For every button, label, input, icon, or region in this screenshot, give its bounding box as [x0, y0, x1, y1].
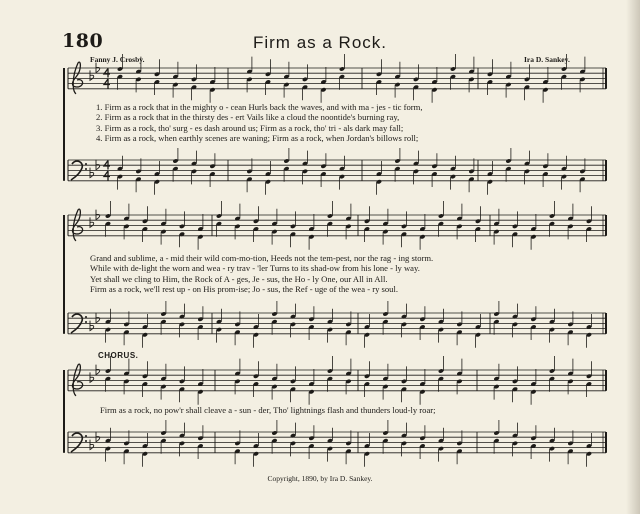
lyric-line: 4. Firm as a rock, when earthly scenes are waning; Firm as a rock, when Jordan's billows roll; — [96, 133, 419, 144]
hymn-title: Firm as a Rock. — [252, 33, 388, 52]
bass-clef-dot — [85, 321, 87, 323]
flat-sign-icon — [90, 440, 94, 450]
composer-credit: Ira D. Sankey. — [524, 55, 570, 64]
flat-sign-icon — [90, 168, 94, 178]
flat-sign-icon — [90, 321, 94, 331]
bass-clef-dot — [85, 440, 87, 442]
bass-clef-dot — [85, 163, 87, 165]
hymn-number: 180 — [62, 30, 104, 52]
flat-sign-icon — [90, 217, 94, 227]
lyric-line: 2. Firm as a rock that in the thirsty des - ert Vails like a cloud the noontide's burning ray, — [96, 112, 400, 123]
author-credit: Fanny J. Crosby. — [90, 55, 145, 64]
lyric-line: Grand and sublime, a - mid their wild com-mo-tion, Heeds not the tem-pest, nor the rag - ing storm. — [90, 253, 434, 263]
flat-sign-icon — [96, 210, 100, 220]
bass-clef-dot — [85, 435, 87, 437]
lyric-line: 3. Firm as a rock, tho' surg - es dash around us; Firm as a rock, tho' tri - als dark may fall; — [96, 122, 404, 133]
flat-sign-icon — [96, 313, 100, 323]
verse-lyrics-system-1 — [96, 102, 422, 144]
flat-sign-icon — [96, 365, 100, 375]
lyric-line: Firm as a rock, no pow'r shall cleave a - sun - der, Tho' lightnings flash and thunders loud-ly roar; — [100, 405, 436, 415]
flat-sign-icon — [90, 372, 94, 382]
lyric-line: Firm as a rock, we'll rest up - on His prom-ise; Jo - sus, the Ref - uge of the wea - ry soul. — [90, 284, 398, 295]
page-fold-shadow — [626, 0, 640, 514]
flat-sign-icon — [96, 432, 100, 442]
copyright-notice: Copyright, 1890, by Ira D. Sankey. — [267, 474, 373, 483]
lyric-line: Yet shall we cling to Him, the Rock of A - ges, Je - sus, the Ho - ly One, our All in All. — [90, 273, 388, 284]
chorus-label: CHORUS. — [98, 351, 139, 360]
lyric-line: 1. Firm as a rock that in the mighty o - cean Hurls back the waves, and with ma - jes - tic form, — [96, 102, 423, 112]
lyric-line: While with de-light the worn and wea - ry trav - 'ler Turns to its shad-ow from his lone - ly way. — [90, 263, 420, 274]
chorus-lyrics — [100, 405, 436, 415]
flat-sign-icon — [96, 160, 100, 170]
flat-sign-icon — [90, 70, 94, 80]
flat-sign-icon — [96, 63, 100, 73]
verse-lyrics-system-2 — [90, 253, 433, 295]
bass-clef-dot — [85, 168, 87, 170]
bass-clef-dot — [85, 316, 87, 318]
